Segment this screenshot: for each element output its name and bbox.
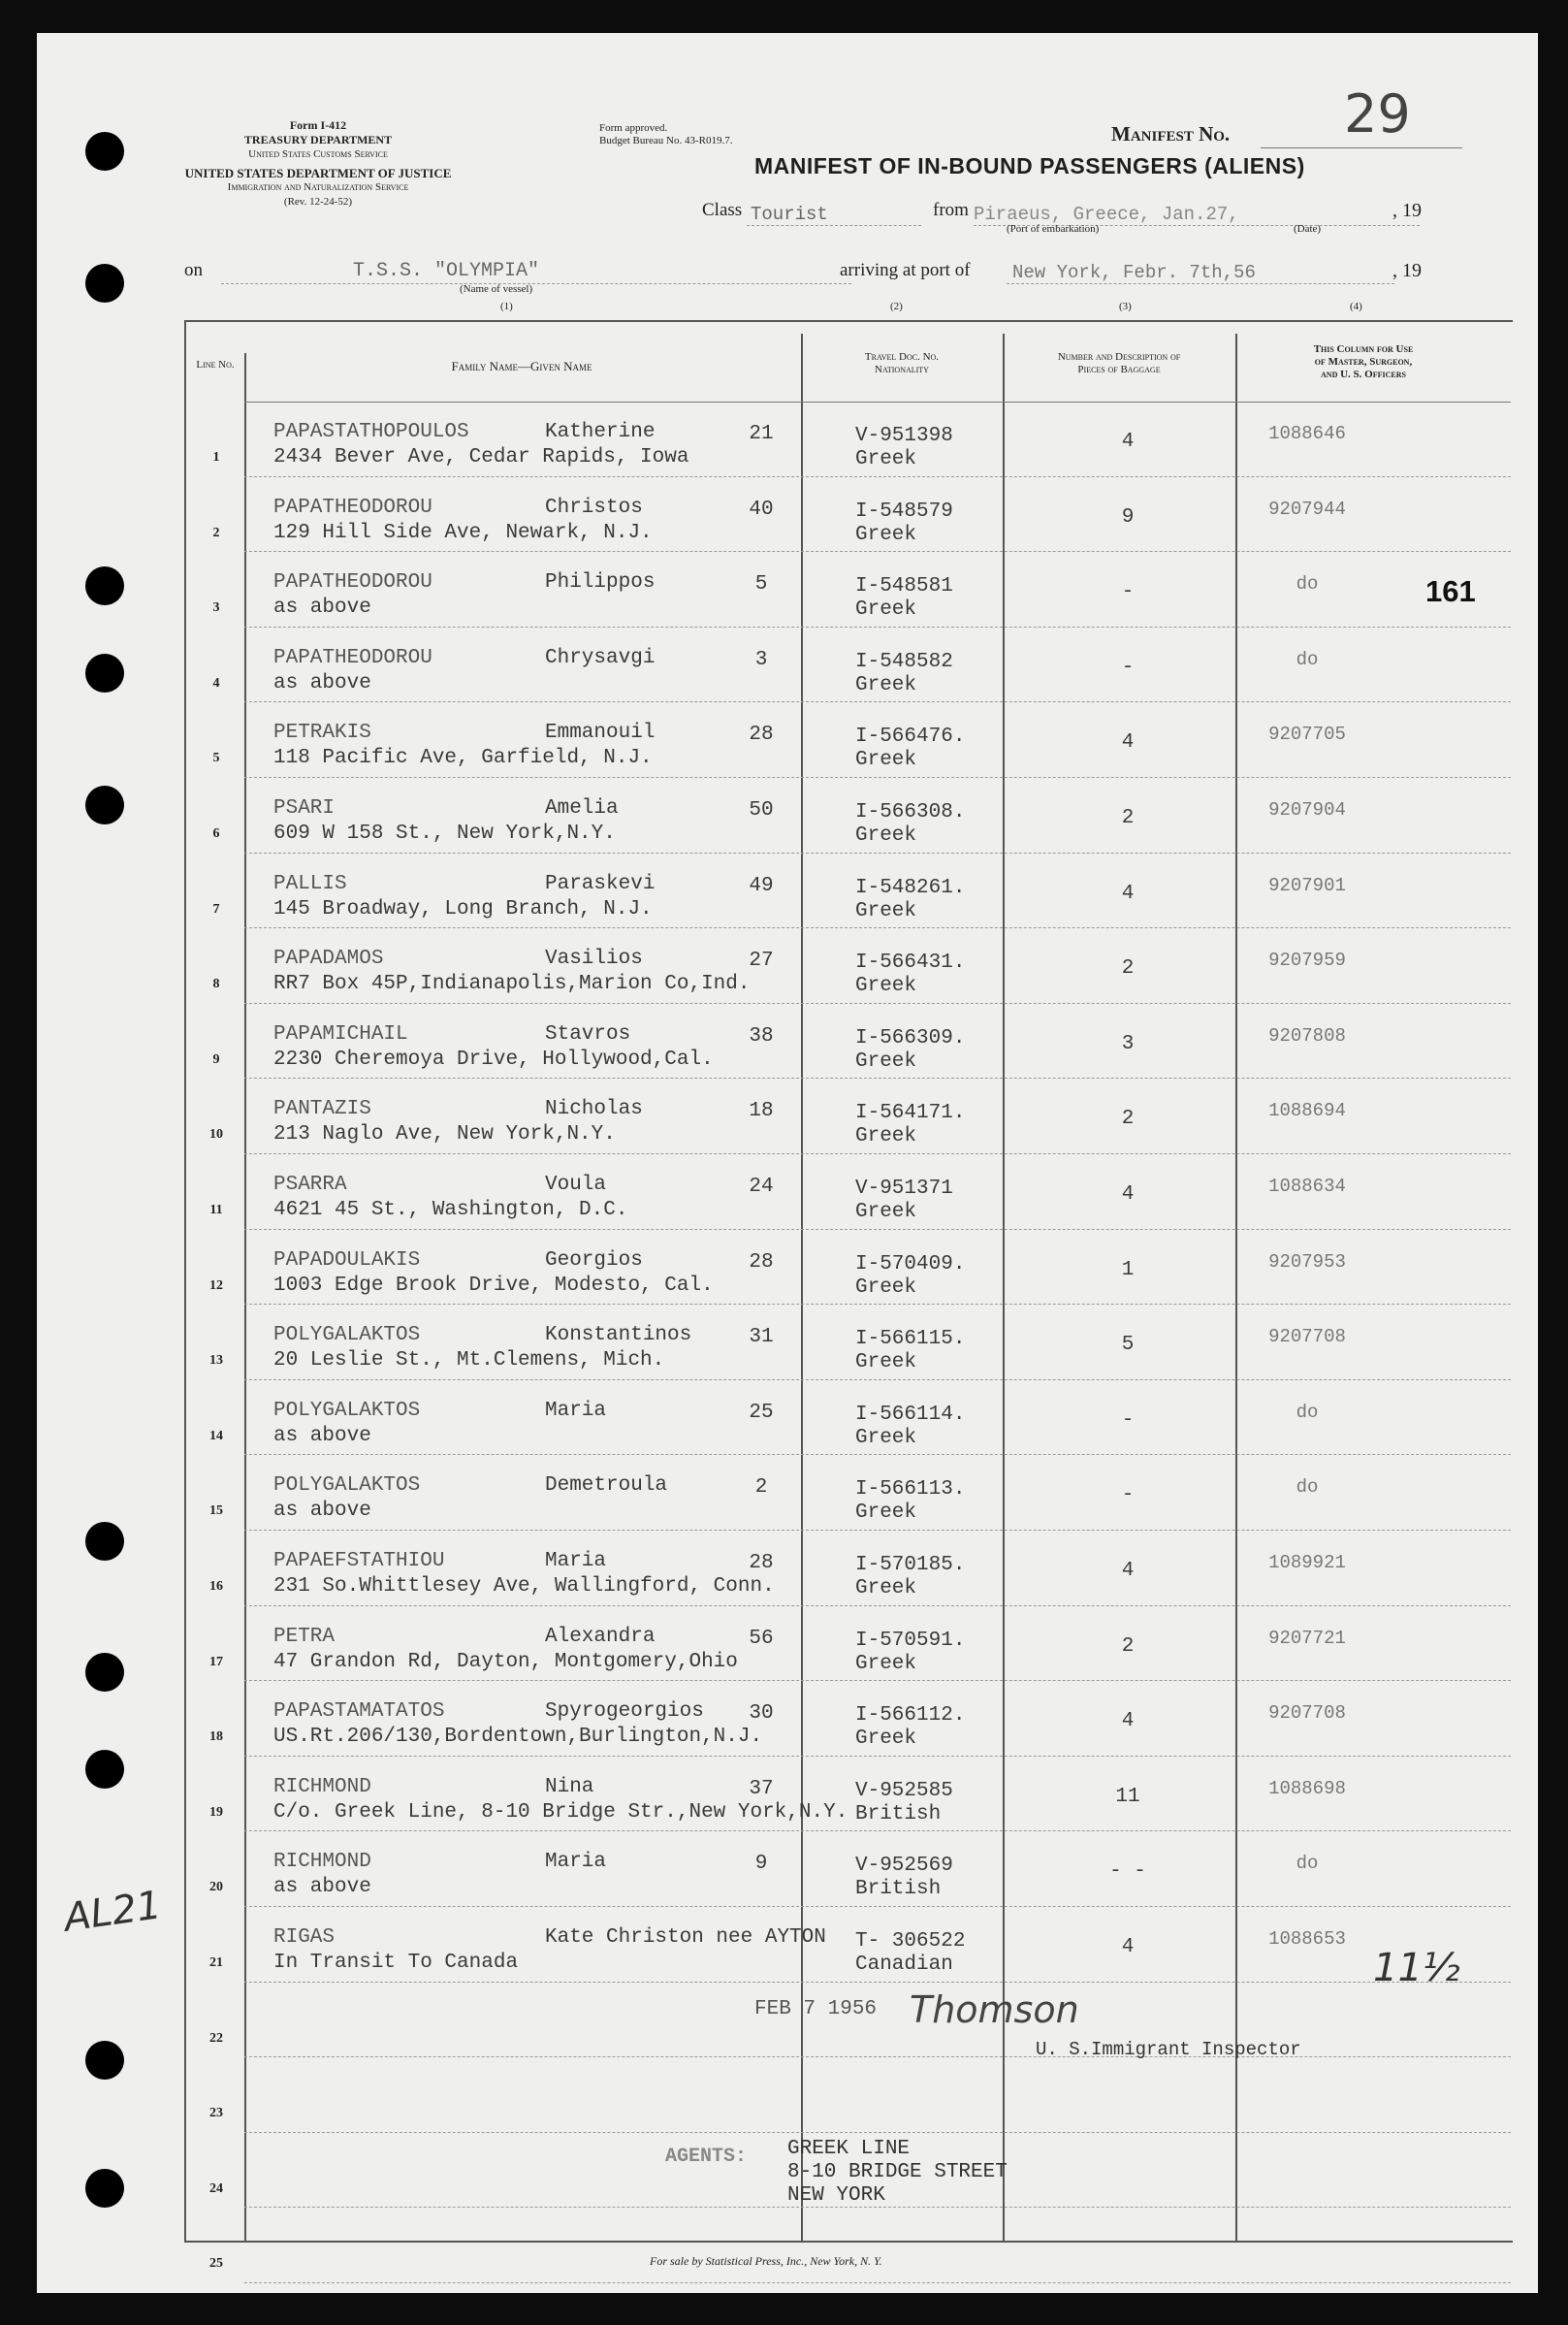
nationality: Greek bbox=[855, 1652, 917, 1675]
age: 5 bbox=[754, 573, 768, 597]
family-name: POLYGALAKTOS bbox=[273, 1399, 421, 1422]
address: 213 Naglo Ave, New York,N.Y. bbox=[273, 1123, 616, 1146]
line-number: 9 bbox=[212, 1051, 220, 1067]
address: 145 Broadway, Long Branch, N.J. bbox=[273, 897, 653, 920]
officer-code: do bbox=[1296, 1476, 1319, 1499]
address: 2434 Bever Ave, Cedar Rapids, Iowa bbox=[273, 446, 689, 468]
line-number: 8 bbox=[212, 977, 220, 992]
baggage-count: 4 bbox=[1121, 731, 1135, 755]
table-row bbox=[37, 1305, 1538, 1380]
date-caption: (Date) bbox=[1294, 223, 1322, 235]
agents-label: AGENTS: bbox=[665, 2146, 748, 2168]
given-name: Nina bbox=[545, 1775, 594, 1798]
nationality: Greek bbox=[855, 1351, 917, 1374]
officer-code: 1088698 bbox=[1268, 1777, 1346, 1799]
age: 2 bbox=[754, 1476, 768, 1500]
from-value: Piraeus, Greece, Jan.27, bbox=[974, 204, 1239, 225]
baggage-count: 1 bbox=[1121, 1258, 1135, 1281]
nationality: Greek bbox=[855, 749, 917, 772]
header-baggage-line2: Pieces of Baggage bbox=[1077, 364, 1161, 375]
given-name: Vasilios bbox=[545, 948, 643, 971]
nationality: British bbox=[855, 1878, 942, 1901]
travel-doc-no: I-548579 bbox=[855, 500, 953, 523]
address: 20 Leslie St., Mt.Clemens, Mich. bbox=[273, 1349, 665, 1372]
line-number: 4 bbox=[212, 675, 220, 691]
travel-doc-no: I-570409. bbox=[855, 1252, 966, 1276]
header-officers bbox=[1239, 343, 1488, 381]
on-label: on bbox=[184, 260, 203, 280]
officer-code: 9207959 bbox=[1268, 950, 1346, 972]
travel-doc-no: I-566309. bbox=[855, 1026, 966, 1049]
nationality: Greek bbox=[855, 899, 917, 922]
row-rule bbox=[244, 2282, 1511, 2283]
vessel-caption: (Name of vessel) bbox=[460, 283, 533, 295]
age: 49 bbox=[749, 874, 774, 897]
officer-code: 9207721 bbox=[1268, 1627, 1346, 1649]
manifest-no-label: Manifest No. bbox=[1111, 122, 1231, 145]
given-name: Paraskevi bbox=[545, 872, 656, 895]
nationality: Greek bbox=[855, 1201, 917, 1223]
table-row bbox=[37, 928, 1538, 1004]
family-name: POLYGALAKTOS bbox=[273, 1324, 421, 1347]
officer-code: 1088634 bbox=[1268, 1176, 1346, 1197]
address: 1003 Edge Brook Drive, Modesto, Cal. bbox=[273, 1274, 714, 1297]
agents-line-2: 8-10 BRIDGE STREET bbox=[787, 2161, 1008, 2183]
line-number: 13 bbox=[209, 1353, 223, 1369]
travel-doc-no: V-952585 bbox=[855, 1779, 953, 1802]
line-number: 20 bbox=[209, 1880, 223, 1895]
given-name: Voula bbox=[545, 1174, 607, 1196]
line-number: 18 bbox=[209, 1729, 223, 1745]
printer-footer: For sale by Statistical Press, Inc., New York, N. Y. bbox=[650, 2254, 882, 2268]
given-name: Maria bbox=[545, 1399, 607, 1422]
travel-doc-no: I-564171. bbox=[855, 1102, 966, 1125]
punch-hole bbox=[85, 264, 124, 303]
table-row bbox=[37, 1004, 1538, 1080]
age: 38 bbox=[749, 1024, 774, 1048]
vessel-value: T.S.S. "OLYMPIA" bbox=[353, 260, 540, 282]
age: 18 bbox=[749, 1100, 774, 1123]
table-row bbox=[37, 1455, 1538, 1531]
table-row bbox=[37, 1079, 1538, 1154]
family-name: PAPATHEODOROU bbox=[273, 496, 432, 519]
family-name: PAPADAMOS bbox=[273, 948, 384, 971]
travel-doc-no: I-566115. bbox=[855, 1328, 966, 1351]
baggage-count: 4 bbox=[1121, 1710, 1135, 1733]
address: C/o. Greek Line, 8-10 Bridge Str.,New York,N.Y. bbox=[273, 1800, 848, 1824]
given-name: Chrysavgi bbox=[545, 646, 656, 669]
age: 37 bbox=[749, 1777, 774, 1800]
line-number: 10 bbox=[209, 1127, 223, 1143]
family-name: RICHMOND bbox=[273, 1775, 371, 1798]
table-row bbox=[37, 702, 1538, 778]
given-name: Spyrogeorgios bbox=[545, 1700, 704, 1724]
age: 40 bbox=[749, 498, 774, 521]
baggage-count: 4 bbox=[1121, 1936, 1135, 1958]
nationality: Greek bbox=[855, 1577, 917, 1599]
col-caption-4: (4) bbox=[1350, 301, 1362, 312]
line-number: 2 bbox=[212, 525, 220, 540]
baggage-count: - - bbox=[1109, 1860, 1146, 1884]
address: 47 Grandon Rd, Dayton, Montgomery,Ohio bbox=[273, 1650, 738, 1673]
form-number: Form I-412 bbox=[289, 118, 347, 132]
approval-line-1: Form approved. bbox=[599, 122, 668, 134]
justice-dept: UNITED STATES DEPARTMENT OF JUSTICE bbox=[184, 166, 452, 180]
address: US.Rt.206/130,Bordentown,Burlington,N.J. bbox=[273, 1726, 763, 1749]
baggage-count: - bbox=[1121, 1484, 1135, 1507]
travel-doc-no: I-566112. bbox=[855, 1704, 966, 1728]
age: 56 bbox=[749, 1627, 774, 1650]
header-line-no: Line No. bbox=[196, 359, 235, 371]
address: as above bbox=[273, 1500, 371, 1523]
table-row bbox=[37, 2057, 1538, 2133]
line-number: 12 bbox=[209, 1277, 223, 1293]
line-number: 19 bbox=[209, 1804, 223, 1820]
table-row bbox=[37, 1230, 1538, 1306]
given-name: Amelia bbox=[545, 797, 619, 820]
family-name: PSARRA bbox=[273, 1174, 347, 1196]
family-name: PAPATHEODOROU bbox=[273, 646, 432, 669]
nationality: Greek bbox=[855, 975, 917, 998]
travel-doc-no: V-951371 bbox=[855, 1178, 953, 1200]
table-row bbox=[37, 2208, 1538, 2283]
header-baggage-line1: Number and Description of bbox=[1057, 351, 1181, 363]
family-name: PAPATHEODOROU bbox=[273, 571, 432, 595]
baggage-count: 2 bbox=[1121, 957, 1135, 981]
agents-line-3: NEW YORK bbox=[787, 2184, 885, 2207]
baggage-count: 3 bbox=[1121, 1032, 1135, 1055]
approval-line-2: Budget Bureau No. 43-R019.7. bbox=[599, 135, 733, 146]
age: 9 bbox=[754, 1853, 768, 1876]
manifest-page bbox=[37, 33, 1538, 2293]
inspector-signature: Thomson bbox=[910, 1988, 1079, 2031]
address: 231 So.Whittlesey Ave, Wallingford, Conn. bbox=[273, 1575, 775, 1598]
age: 50 bbox=[749, 799, 774, 822]
approval-note bbox=[599, 122, 732, 147]
line-number: 5 bbox=[212, 751, 220, 766]
baggage-count: 4 bbox=[1121, 431, 1135, 453]
ins-service: Immigration and Naturalization Service bbox=[227, 181, 409, 193]
line-number: 1 bbox=[212, 450, 220, 465]
from-label: from bbox=[933, 200, 969, 220]
nationality: Greek bbox=[855, 824, 917, 847]
baggage-count: 11 bbox=[1115, 1785, 1140, 1808]
given-name: Stavros bbox=[545, 1022, 631, 1046]
nationality: Greek bbox=[855, 673, 917, 696]
family-name: PANTAZIS bbox=[273, 1098, 371, 1121]
vessel-underline bbox=[221, 283, 851, 284]
manifest-number: 29 bbox=[1344, 83, 1411, 145]
nationality: Canadian bbox=[855, 1954, 953, 1976]
officer-code: 9207705 bbox=[1268, 724, 1346, 746]
officer-code: 9207708 bbox=[1268, 1702, 1346, 1725]
year-label-1: , 19 bbox=[1392, 200, 1422, 221]
line-number: 17 bbox=[209, 1654, 223, 1669]
nationality: Greek bbox=[855, 1276, 917, 1299]
nationality: Greek bbox=[855, 1049, 917, 1073]
nationality: Greek bbox=[855, 523, 917, 546]
address: as above bbox=[273, 1424, 371, 1447]
family-name: RIGAS bbox=[273, 1926, 336, 1949]
line-number: 14 bbox=[209, 1428, 223, 1443]
officer-code: 1088653 bbox=[1268, 1928, 1346, 1950]
table-row bbox=[37, 477, 1538, 553]
given-name: Maria bbox=[545, 1550, 607, 1572]
travel-doc-no: V-952569 bbox=[855, 1855, 953, 1878]
travel-doc-no: T- 306522 bbox=[855, 1930, 966, 1953]
nationality: Greek bbox=[855, 598, 917, 622]
header-officers-line1: This Column for Use bbox=[1313, 343, 1414, 355]
line-number: 25 bbox=[209, 2256, 223, 2272]
year-label-2: , 19 bbox=[1392, 260, 1422, 281]
arrival-underline bbox=[1007, 283, 1394, 284]
table-row bbox=[37, 1380, 1538, 1456]
arrival-value: New York, Febr. 7th,56 bbox=[1012, 262, 1256, 283]
travel-doc-no: V-951398 bbox=[855, 425, 953, 447]
address: as above bbox=[273, 671, 371, 694]
line-number: 6 bbox=[212, 826, 220, 841]
travel-doc-no: I-566308. bbox=[855, 801, 966, 823]
line-number: 3 bbox=[212, 600, 220, 616]
officer-code: 9207901 bbox=[1268, 874, 1346, 896]
given-name: Alexandra bbox=[545, 1625, 656, 1648]
page-title: MANIFEST OF IN-BOUND PASSENGERS (ALIENS) bbox=[754, 153, 1305, 178]
col-caption-3: (3) bbox=[1119, 301, 1132, 312]
given-name: Emmanouil bbox=[545, 722, 656, 745]
travel-doc-no: I-566476. bbox=[855, 726, 966, 749]
line-number: 24 bbox=[209, 2180, 223, 2196]
line-number: 7 bbox=[212, 901, 220, 917]
family-name: PSARI bbox=[273, 797, 336, 820]
table-row bbox=[37, 1606, 1538, 1682]
baggage-count: 2 bbox=[1121, 807, 1135, 829]
form-header-block bbox=[173, 118, 464, 210]
col-caption-2: (2) bbox=[890, 301, 903, 312]
header-officers-line2: of Master, Surgeon, bbox=[1314, 356, 1413, 368]
nationality: Greek bbox=[855, 448, 917, 470]
baggage-count: 5 bbox=[1121, 1334, 1135, 1357]
given-name: Christos bbox=[545, 496, 643, 519]
address: as above bbox=[273, 1876, 371, 1899]
given-name: Philippos bbox=[545, 571, 656, 595]
port-caption: (Port of embarkation) bbox=[1007, 223, 1100, 235]
travel-doc-no: I-548581 bbox=[855, 575, 953, 598]
given-name: Konstantinos bbox=[545, 1324, 692, 1347]
family-name: PETRA bbox=[273, 1625, 336, 1648]
nationality: Greek bbox=[855, 1728, 917, 1751]
travel-doc-no: I-566113. bbox=[855, 1478, 966, 1502]
given-name: Nicholas bbox=[545, 1098, 643, 1121]
family-name: PETRAKIS bbox=[273, 722, 371, 745]
header-officers-line3: and U. S. Officers bbox=[1321, 369, 1406, 380]
family-name: PAPAEFSTATHIOU bbox=[273, 1550, 445, 1572]
baggage-count: - bbox=[1121, 581, 1135, 604]
officer-code: 9207944 bbox=[1268, 498, 1346, 520]
tally-note: 11½ bbox=[1373, 1946, 1460, 1990]
header-baggage bbox=[1007, 351, 1232, 376]
table-row bbox=[37, 1154, 1538, 1230]
line-number: 16 bbox=[209, 1579, 223, 1594]
table-row bbox=[37, 1531, 1538, 1606]
line-number: 15 bbox=[209, 1503, 223, 1519]
line-number: 23 bbox=[209, 2106, 223, 2121]
baggage-count: - bbox=[1121, 656, 1135, 679]
age: 3 bbox=[754, 648, 768, 671]
baggage-count: 2 bbox=[1121, 1108, 1135, 1131]
age: 24 bbox=[749, 1176, 774, 1198]
age: 31 bbox=[749, 1326, 774, 1349]
line-number: 11 bbox=[209, 1203, 223, 1217]
baggage-count: 4 bbox=[1121, 1183, 1135, 1206]
col-caption-1: (1) bbox=[500, 301, 513, 312]
age: 27 bbox=[749, 950, 774, 973]
treasury-dept: TREASURY DEPARTMENT bbox=[243, 133, 393, 146]
address: In Transit To Canada bbox=[273, 1952, 519, 1974]
address: as above bbox=[273, 597, 371, 620]
officer-code: 9207904 bbox=[1268, 799, 1346, 821]
officer-code: do bbox=[1296, 1401, 1319, 1423]
officer-code: 1088694 bbox=[1268, 1100, 1346, 1122]
family-name: PAPADOULAKIS bbox=[273, 1248, 421, 1272]
travel-doc-no: I-566114. bbox=[855, 1403, 966, 1426]
customs-service: United States Customs Service bbox=[248, 148, 388, 160]
revision-date: (Rev. 12-24-52) bbox=[283, 196, 353, 208]
page-number: 161 bbox=[1425, 574, 1476, 608]
baggage-count: 4 bbox=[1121, 1560, 1135, 1582]
header-travel-doc-line1: Travel Doc. No. bbox=[864, 351, 940, 363]
officer-code: do bbox=[1296, 1853, 1319, 1875]
table-row bbox=[37, 778, 1538, 854]
address: 118 Pacific Ave, Garfield, N.J. bbox=[273, 747, 653, 770]
arriving-label: arriving at port of bbox=[840, 260, 971, 280]
given-name: Katherine bbox=[545, 421, 656, 443]
family-name: PAPASTATHOPOULOS bbox=[273, 421, 469, 443]
nationality: Greek bbox=[855, 1125, 917, 1148]
age: 28 bbox=[749, 1552, 774, 1574]
agents-block bbox=[787, 2138, 1008, 2208]
baggage-count: - bbox=[1121, 1408, 1135, 1432]
age: 21 bbox=[749, 423, 774, 445]
officer-code: do bbox=[1296, 573, 1319, 596]
margin-note: AL21 bbox=[61, 1883, 165, 1941]
class-value: Tourist bbox=[751, 204, 828, 225]
officer-code: do bbox=[1296, 648, 1319, 670]
baggage-count: 9 bbox=[1121, 505, 1135, 529]
baggage-count: 2 bbox=[1121, 1634, 1135, 1658]
age: 25 bbox=[749, 1401, 774, 1424]
address: 609 W 158 St., New York,N.Y. bbox=[273, 823, 616, 845]
table-top-rule bbox=[184, 320, 1513, 322]
punch-hole bbox=[85, 132, 124, 171]
table-row bbox=[37, 1757, 1538, 1832]
date-stamp: FEB 7 1956 bbox=[754, 1998, 878, 2020]
line-number: 22 bbox=[209, 2030, 223, 2046]
family-name: PAPASTAMATATOS bbox=[273, 1700, 445, 1724]
table-row bbox=[37, 1831, 1538, 1907]
address: 4621 45 St., Washington, D.C. bbox=[273, 1199, 628, 1221]
header-travel-doc-line2: Nationality bbox=[875, 364, 929, 375]
address: 2230 Cheremoya Drive, Hollywood,Cal. bbox=[273, 1048, 714, 1071]
given-name: Georgios bbox=[545, 1248, 643, 1272]
inspector-title: U. S.Immigrant Inspector bbox=[1036, 2039, 1301, 2060]
family-name: PAPAMICHAIL bbox=[273, 1022, 408, 1046]
officer-code: 9207808 bbox=[1268, 1024, 1346, 1047]
family-name: RICHMOND bbox=[273, 1851, 371, 1874]
line-number: 21 bbox=[209, 1955, 223, 1970]
officer-code: 9207708 bbox=[1268, 1326, 1346, 1348]
manifest-no-line bbox=[1261, 147, 1462, 148]
family-name: PALLIS bbox=[273, 872, 347, 895]
age: 28 bbox=[749, 724, 774, 747]
table-row bbox=[37, 1681, 1538, 1757]
table-row bbox=[37, 402, 1538, 477]
travel-doc-no: I-570185. bbox=[855, 1554, 966, 1576]
travel-doc-no: I-548582 bbox=[855, 650, 953, 673]
travel-doc-no: I-566431. bbox=[855, 952, 966, 975]
officer-code: 1088646 bbox=[1268, 423, 1346, 444]
given-name: Kate Christon nee AYTON bbox=[545, 1926, 826, 1949]
nationality: Greek bbox=[855, 1502, 917, 1525]
table-row bbox=[37, 854, 1538, 929]
header-name: Family Name—Given Name bbox=[451, 359, 592, 373]
address: 129 Hill Side Ave, Newark, N.J. bbox=[273, 521, 653, 544]
officer-code: 9207953 bbox=[1268, 1250, 1346, 1273]
officer-code: 1089921 bbox=[1268, 1552, 1346, 1573]
address: RR7 Box 45P,Indianapolis,Marion Co,Ind. bbox=[273, 973, 751, 996]
table-row bbox=[37, 552, 1538, 628]
baggage-count: 4 bbox=[1121, 882, 1135, 905]
given-name: Maria bbox=[545, 1851, 607, 1874]
family-name: POLYGALAKTOS bbox=[273, 1474, 421, 1498]
table-row bbox=[37, 1907, 1538, 1983]
nationality: British bbox=[855, 1802, 942, 1825]
travel-doc-no: I-548261. bbox=[855, 876, 966, 899]
agents-line-1: GREEK LINE bbox=[787, 2138, 911, 2160]
age: 30 bbox=[749, 1702, 774, 1726]
travel-doc-no: I-570591. bbox=[855, 1629, 966, 1652]
class-label: Class bbox=[702, 200, 743, 220]
nationality: Greek bbox=[855, 1426, 917, 1449]
header-travel-doc bbox=[805, 351, 999, 376]
table-row bbox=[37, 628, 1538, 703]
given-name: Demetroula bbox=[545, 1474, 668, 1498]
class-underline bbox=[747, 225, 921, 226]
age: 28 bbox=[749, 1250, 774, 1274]
